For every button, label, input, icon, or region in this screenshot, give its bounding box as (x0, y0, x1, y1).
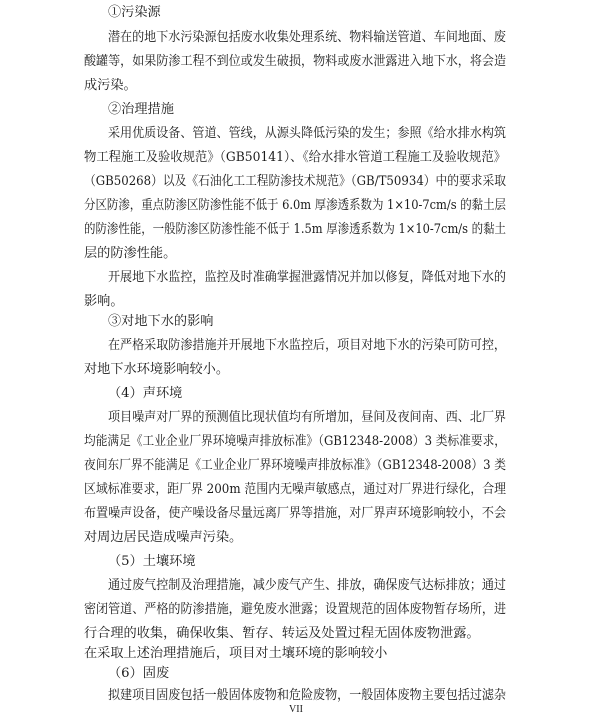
page-number: VII (289, 704, 303, 715)
text-line: 对周边居民造成噪声污染。 (84, 530, 243, 545)
text-line: （6）固废 (108, 666, 170, 681)
text-line: ③对地下水的影响 (108, 314, 214, 329)
text-line: （5）土壤环境 (108, 554, 196, 569)
text-line: ②治理措施 (108, 102, 174, 117)
text-line: ①污染源 (108, 5, 161, 20)
text-line: 拟建项目固废包括一般固体废物和危险废物，一般固体废物主要包括过滤杂 (108, 688, 506, 703)
text-line: 项目噪声对厂界的预测值比现状值均有所增加，昼间及夜间南、西、北厂界 (108, 410, 506, 425)
text-line: 均能满足《工业企业厂界环境噪声排放标准》（GB12348-2008）3 类标准要求， (84, 434, 506, 449)
text-line: 物工程施工及验收规范》（GB50141）、《给水排水管道工程施工及验收规范》 (84, 150, 506, 165)
text-line: 在采取上述治理措施后，项目对土壤环境的影响较小 (84, 646, 388, 661)
text-line: 密闭管道、严格的防渗措施，避免废水泄露；设置规范的固体废物暂存场所，进 (84, 602, 506, 617)
text-line: （GB50268）以及《石油化工工程防渗技术规范》（GB/T50934）中的要求采取 (84, 174, 506, 189)
text-line: 布置噪声设备，使产噪设备尽量远离厂界等措施，对厂界声环境影响较小，不会 (84, 506, 506, 521)
text-line: 区域标准要求，距厂界 200m 范围内无噪声敏感点，通过对厂界进行绿化，合理 (84, 482, 506, 497)
text-line: 分区防渗，重点防渗区防渗性能不低于 6.0m 厚渗透系数为 1×10-7cm/s 的黏土层 (84, 198, 506, 213)
text-line: 采用优质设备、管道、管线，从源头降低污染的发生；参照《给水排水构筑 (108, 126, 506, 141)
text-line: （4）声环境 (108, 386, 183, 401)
text-line: 层的防渗性能。 (84, 246, 177, 261)
text-line: 的防渗性能，一般防渗区防渗性能不低于 1.5m 厚渗透系数为 1×10-7cm/s 的黏土 (84, 222, 506, 237)
text-line: 开展地下水监控，监控及时准确掌握泄露情况并加以修复，降低对地下水的 (108, 270, 506, 285)
text-line: 成污染。 (84, 78, 137, 93)
text-line: 通过废气控制及治理措施，减少废气产生、排放，确保废气达标排放；通过 (108, 578, 506, 593)
text-line: 对地下水环境影响较小。 (84, 362, 230, 377)
text-line: 酸罐等，如果防渗工程不到位或发生破损，物料或废水泄露进入地下水，将会造 (84, 54, 506, 69)
text-line: 在严格采取防渗措施并开展地下水监控后，项目对地下水的污染可防可控， (108, 338, 506, 353)
text-line: 影响。 (84, 294, 124, 309)
text-line: 行合理的收集，确保收集、暂存、转运及处置过程无固体废物泄露。 (84, 626, 480, 641)
text-line: 夜间东厂界不能满足《工业企业厂界环境噪声排放标准》（GB12348-2008）3 类 (84, 458, 506, 473)
text-line: 潜在的地下水污染源包括废水收集处理系统、物料输送管道、车间地面、废 (108, 30, 506, 45)
